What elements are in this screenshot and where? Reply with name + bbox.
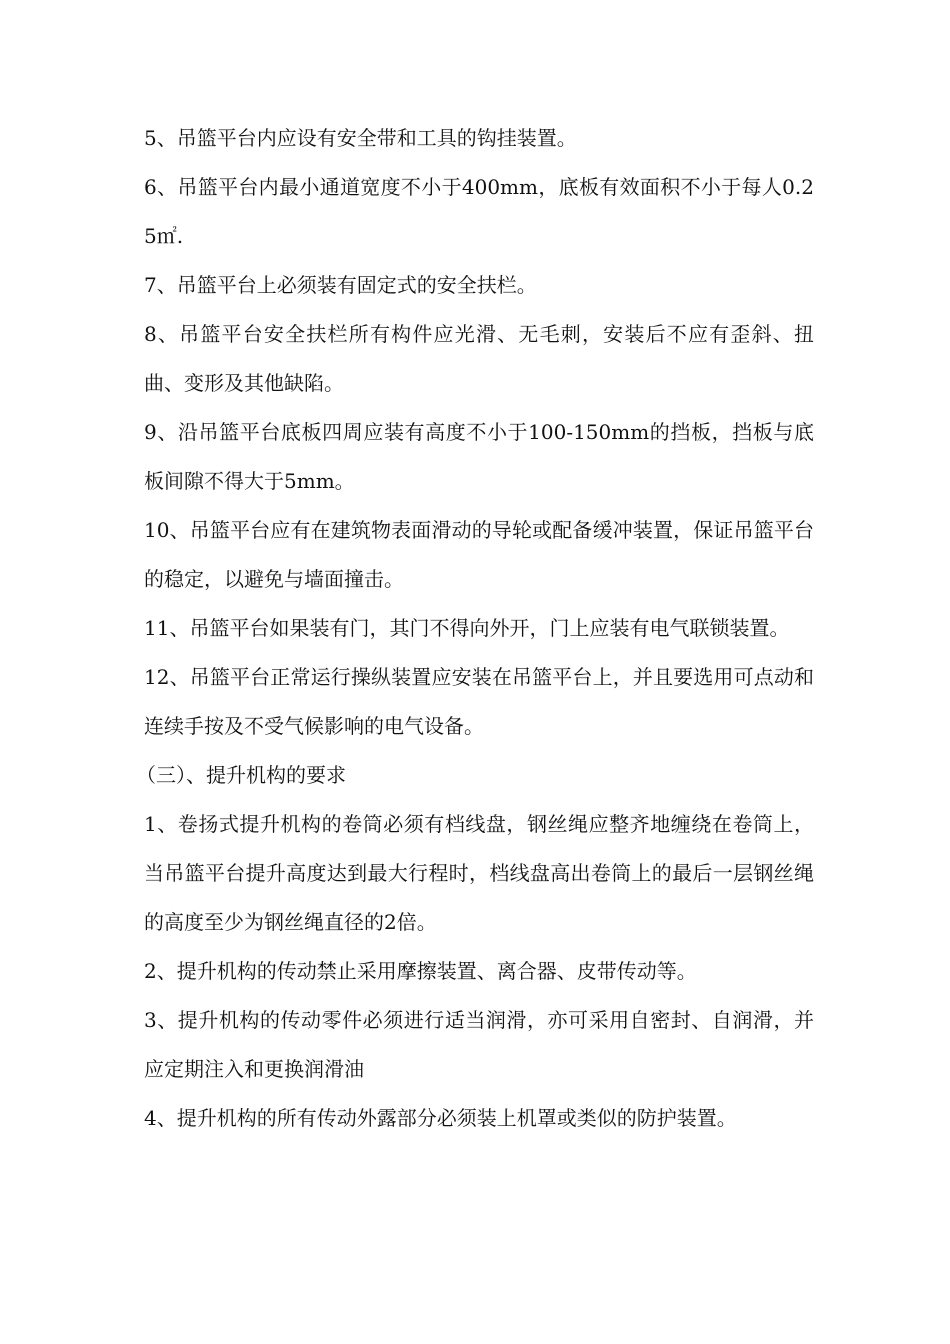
paragraph-item-1: 1、卷扬式提升机构的卷筒必须有档线盘，钢丝绳应整齐地缠绕在卷筒上，当吊篮平台提升高度达到最大行程时，档线盘高出卷筒上的最后一层钢丝绳的高度至少为钢丝绳直径的2倍。	[144, 812, 814, 934]
paragraph-item-10: 10、吊篮平台应有在建筑物表面滑动的导轮或配备缓冲装置，保证吊篮平台的稳定，以避免与墙面撞击。	[144, 518, 814, 591]
paragraph-item-7: 7、吊篮平台上必须装有固定式的安全扶栏。	[144, 273, 537, 297]
paragraph-item-4: 4、提升机构的所有传动外露部分必须装上机罩或类似的防护装置。	[144, 1106, 737, 1130]
paragraph-item-5: 5、吊篮平台内应设有安全带和工具的钩挂装置。	[144, 126, 577, 150]
paragraph-item-12: 12、吊篮平台正常运行操纵装置应安装在吊篮平台上，并且要选用可点动和连续手按及不受气候影响的电气设备。	[144, 665, 814, 738]
paragraph-item-6: 6、吊篮平台内最小通道宽度不小于400mm，底板有效面积不小于每人0.25㎡.	[144, 175, 814, 248]
paragraph-item-3: 3、提升机构的传动零件必须进行适当润滑，亦可采用自密封、自润滑，并应定期注入和更换润滑油	[144, 1008, 814, 1081]
paragraph-item-9: 9、沿吊篮平台底板四周应装有高度不小于100-150mm的挡板，挡板与底板间隙不得大于5mm。	[144, 420, 814, 493]
paragraph-item-2: 2、提升机构的传动禁止采用摩擦装置、离合器、皮带传动等。	[144, 959, 697, 983]
document-body	[136, 114, 814, 1143]
section-heading-hoist-mechanism: （三）、提升机构的要求	[136, 763, 346, 787]
paragraph-item-11: 11、吊篮平台如果装有门，其门不得向外开，门上应装有电气联锁装置。	[144, 616, 790, 640]
paragraph-item-8: 8、吊篮平台安全扶栏所有构件应光滑、无毛刺，安装后不应有歪斜、扭曲、变形及其他缺陷。	[144, 322, 814, 395]
